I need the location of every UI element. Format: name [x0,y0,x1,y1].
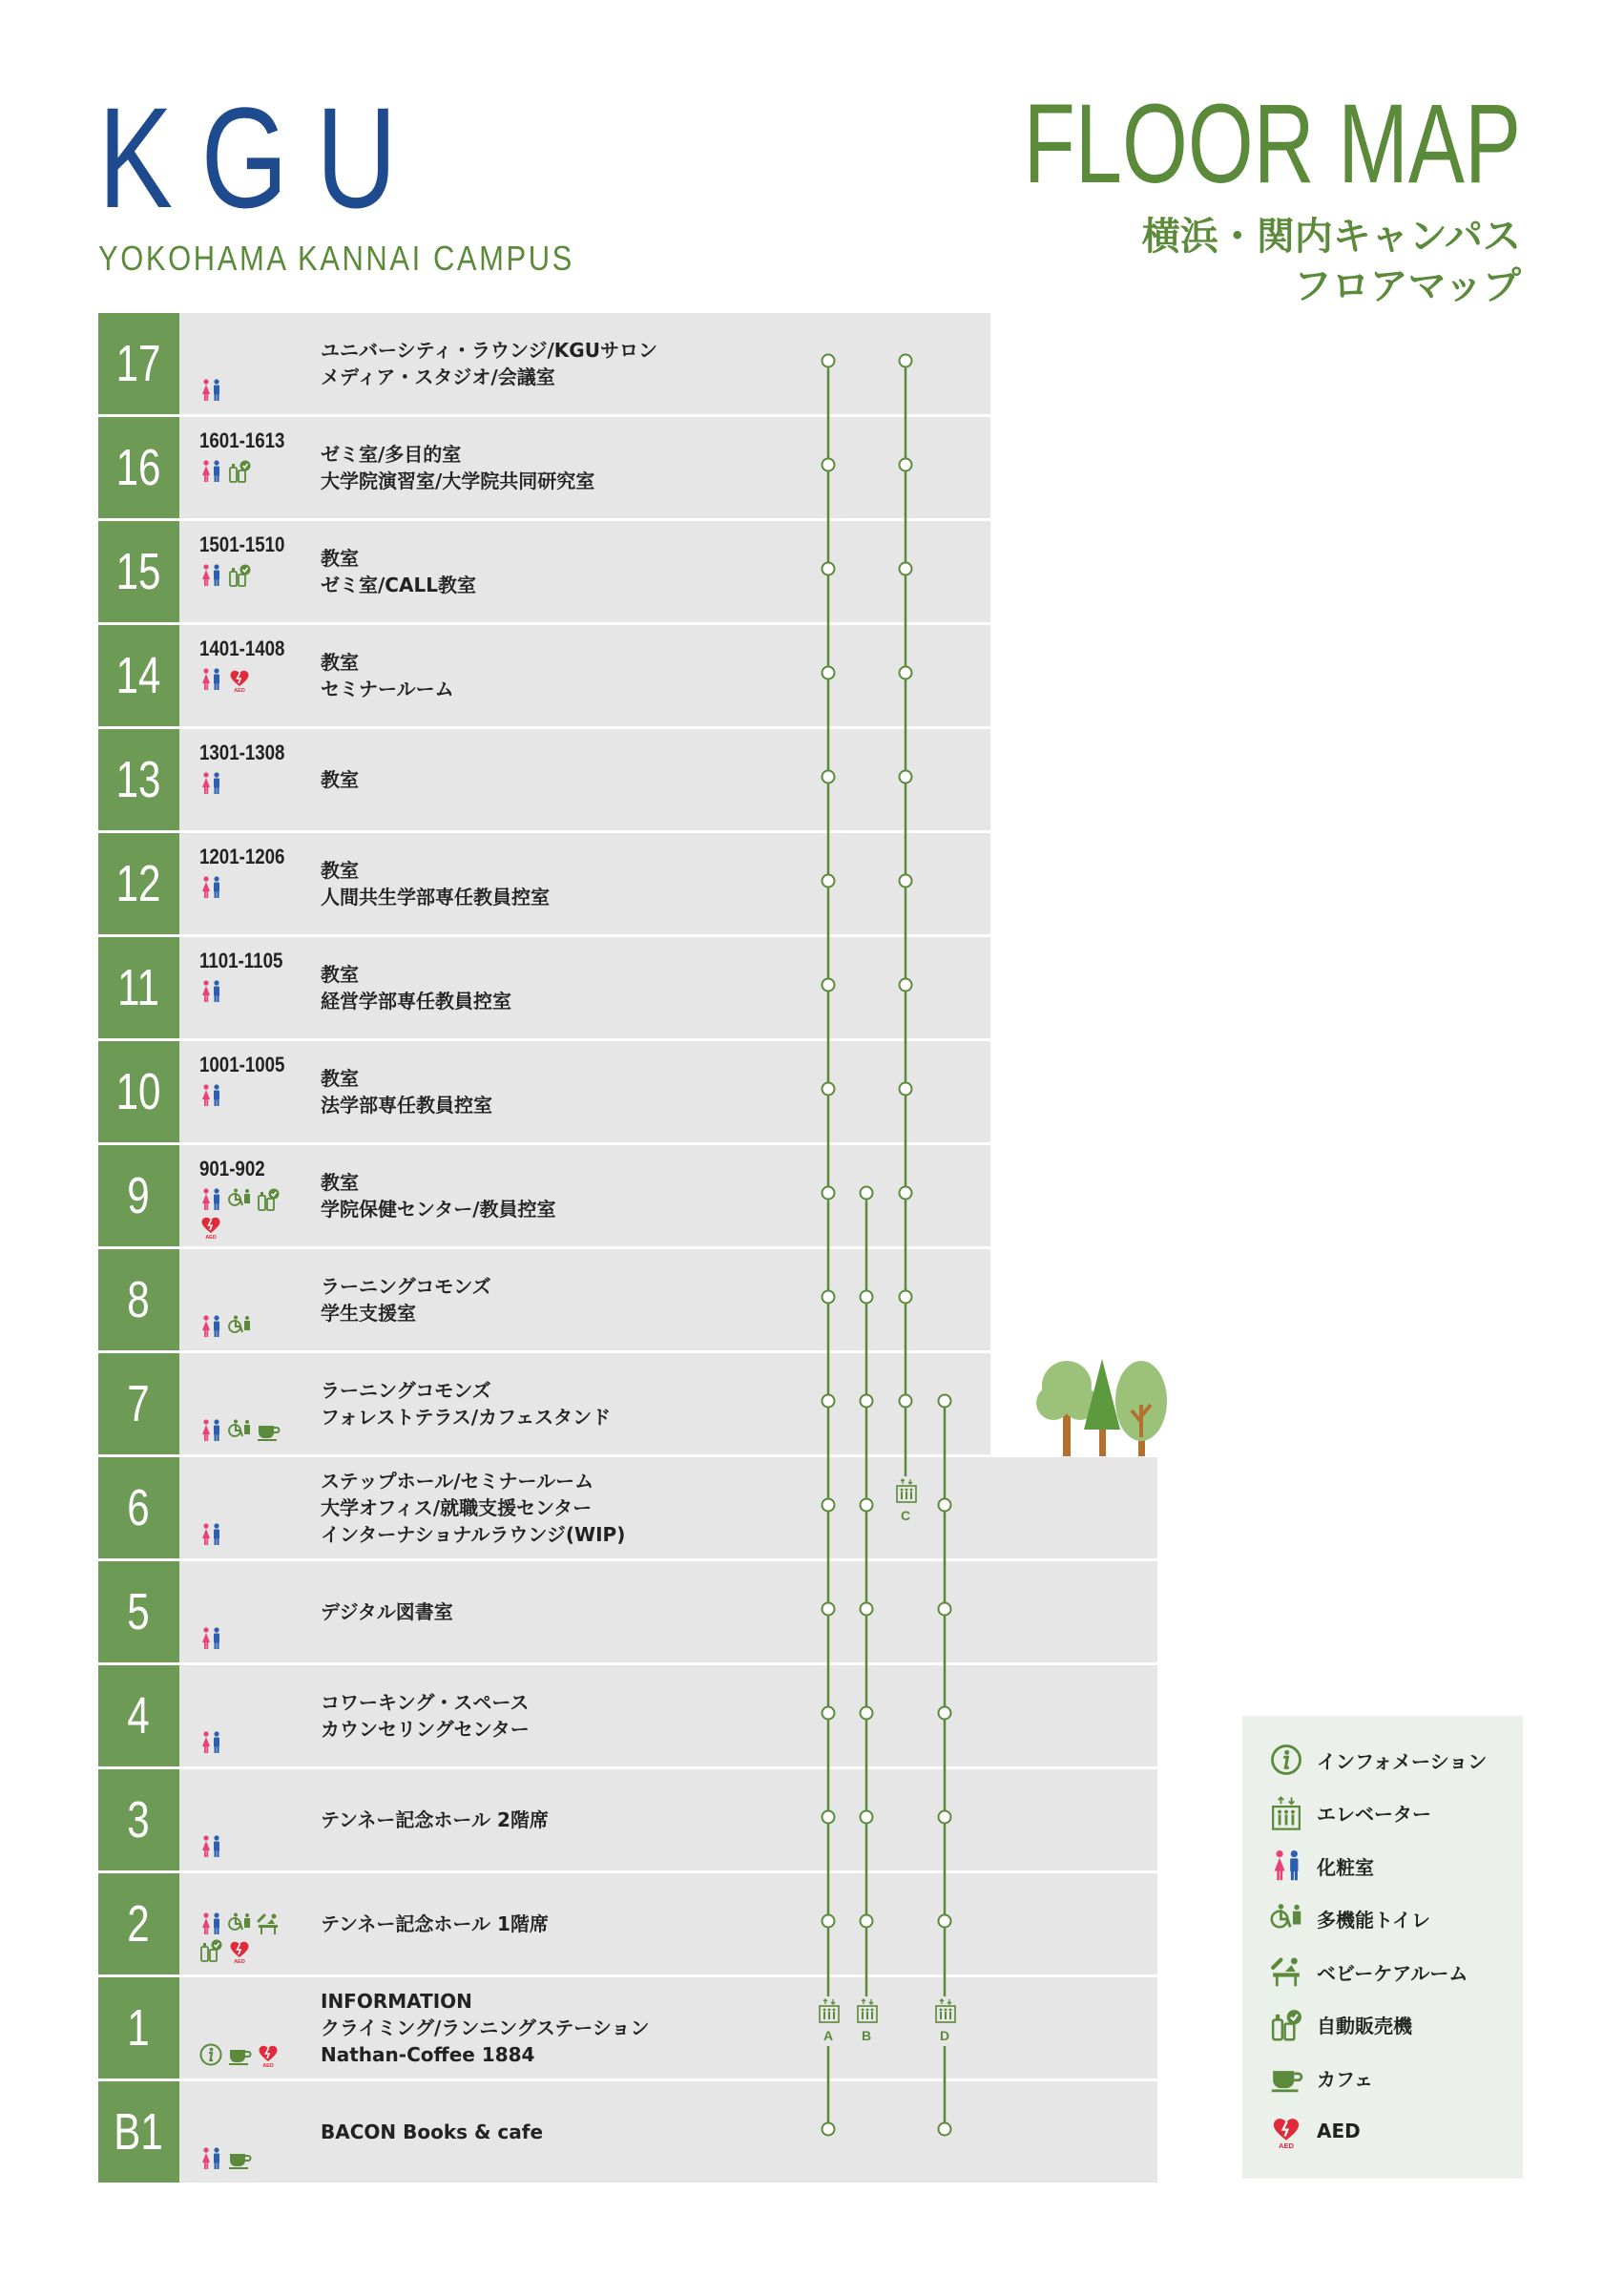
legend-label: AED [1317,2119,1361,2142]
baby-care-icon [1269,1954,1303,1989]
cafe-icon [1269,2060,1303,2095]
elevator-stop [822,979,835,992]
description-line: 法学部専任教員控室 [321,1094,492,1117]
elevator-stop [822,1499,835,1512]
description-line: 教室 [321,1067,359,1090]
elevator-stop [900,563,912,575]
floor-number-label: 12 [116,855,161,912]
svg-text:AED: AED [205,1235,217,1239]
description-line: ユニバーシティ・ラウンジ/KGUサロン [321,339,657,362]
elevator-stop [861,1187,873,1200]
elevator-stop [939,1603,951,1616]
svg-text:AED: AED [262,2063,274,2067]
description-line: Nathan-Coffee 1884 [321,2043,535,2066]
elevator-stop [822,459,835,471]
subtitle-line-2: フロアマップ [1293,264,1521,308]
elevator-stop [822,355,835,367]
elevator-label: D [939,2028,950,2043]
legend [1242,1716,1523,2179]
elevator-stop [861,1291,873,1304]
elevator-stop [900,1187,912,1200]
description-line: 教室 [321,963,359,986]
description-line: 教室 [321,547,359,570]
subtitle-line-1: 横浜・関内キャンパス [1141,215,1521,259]
description-line: 教室 [321,651,359,674]
description-line: メディア・スタジオ/会議室 [321,366,555,388]
elevator-icon [1269,1796,1303,1830]
floor-number-label: 2 [127,1895,151,1953]
legend-item [1269,2058,1373,2097]
description-line: 教室 [321,1171,359,1194]
description-line: テンネー記念ホール 1階席 [321,1912,549,1935]
elevator-stop [822,1395,835,1408]
legend-item [1269,1900,1430,1938]
elevator-stop [939,1915,951,1928]
legend-label: ベビーケアルーム [1317,1961,1468,1985]
elevator-stop [822,1187,835,1200]
svg-text:AED: AED [1278,2141,1295,2148]
elevator-stop [900,979,912,992]
floor-number-label: B1 [114,2103,164,2161]
elevator-stop [861,1707,873,1720]
elevator-stop [939,2123,951,2136]
elevator-stop [861,1395,873,1408]
description-line: ゼミ室/CALL教室 [321,574,476,596]
legend-label: 多機能トイレ [1317,1909,1430,1932]
accessible-toilet-icon [1269,1902,1303,1936]
description-line: INFORMATION [321,1990,472,2013]
elevator-stop [822,667,835,679]
room-numbers: 1601-1613 [199,428,285,452]
information-icon [1269,1743,1303,1777]
description-line: インターナショナルラウンジ(WIP) [321,1523,626,1546]
description-line: 教室 [321,859,359,882]
floor-number-label: 3 [127,1791,151,1849]
description-line: 大学オフィス/就職支援センター [321,1496,593,1519]
floor-number-label: 10 [116,1063,161,1120]
elevator-stop [822,1811,835,1824]
description-line: 学生支援室 [321,1302,416,1325]
legend-item [1269,2006,1412,2044]
description-line: ラーニングコモンズ [321,1379,491,1402]
floor-number-label: 13 [116,751,161,808]
elevator-stop [900,667,912,679]
floor-number-label: 17 [116,335,161,392]
elevator-stop [822,1603,835,1616]
elevator-stop [822,1291,835,1304]
legend-item [1269,1794,1431,1832]
description-line: カウンセリングセンター [321,1718,530,1741]
description-line: 人間共生学部専任教員控室 [321,886,550,909]
description-line: ゼミ室/多目的室 [321,443,462,466]
description-line: ラーニングコモンズ [321,1275,491,1298]
elevator-stop [822,2123,835,2136]
elevator-label: C [900,1508,911,1523]
description-line: 教室 [321,768,359,791]
elevator-stop [900,1395,912,1408]
description-line: 大学院演習室/大学院共同研究室 [321,470,595,492]
room-numbers: 1501-1510 [199,533,285,556]
description-line: セミナールーム [321,678,454,700]
elevator-stop [861,1915,873,1928]
description-line: 学院保健センター/教員控室 [321,1198,556,1221]
logo-text: KGU [98,77,426,238]
elevator-stop [939,1499,951,1512]
page-title: FLOOR MAP [1023,81,1521,207]
description-line: ステップホール/セミナールーム [321,1470,594,1493]
floor-number-label: 1 [127,1999,151,2057]
floor-number-label: 8 [127,1271,151,1328]
legend-label: エレベーター [1317,1803,1431,1826]
legend-label: インフォメーション [1317,1749,1488,1773]
description-line: BACON Books & cafe [321,2120,544,2143]
elevator-stop [822,1707,835,1720]
vending-machine-icon [1269,2008,1303,2042]
trees-illustration [1031,1346,1174,1456]
room-numbers: 901-902 [199,1157,265,1180]
floor-number-label: 16 [116,439,161,496]
legend-label: 自動販売機 [1317,2015,1412,2037]
elevator-stop [900,355,912,367]
campus-name: YOKOHAMA KANNAI CAMPUS [98,239,574,278]
description-line: デジタル図書室 [321,1600,453,1623]
legend-item [1269,1953,1468,1991]
svg-text:AED: AED [234,1959,245,1963]
description-line: フォレストテラス/カフェスタンド [321,1406,612,1429]
legend-label: 化粧室 [1317,1855,1374,1879]
elevator-stop [900,1083,912,1096]
elevator-stop [939,1811,951,1824]
floor-number-label: 6 [127,1479,151,1536]
room-numbers: 1001-1005 [199,1053,285,1076]
description-line: コワーキング・スペース [321,1691,530,1714]
svg-text:AED: AED [234,688,245,692]
description-line: 経営学部専任教員控室 [321,990,511,1013]
elevator-stop [939,1707,951,1720]
elevator-stop [900,771,912,783]
elevator-stop [900,875,912,888]
elevator-stop [861,1603,873,1616]
elevator-stop [822,771,835,783]
elevator-stop [900,459,912,471]
description-line: クライミング/ランニングステーション [321,2016,650,2039]
elevator-stop [861,1811,873,1824]
elevator-stop [822,875,835,888]
floor-number-label: 4 [127,1687,151,1744]
room-numbers: 1201-1206 [199,845,285,868]
floor-number-label: 11 [117,959,160,1016]
legend-item [1269,1741,1487,1779]
legend-item [1269,2112,1361,2150]
description-line: テンネー記念ホール 2階席 [321,1808,549,1831]
elevator-label: A [822,2028,834,2043]
elevator-stop [822,1915,835,1928]
floor-number-label: 14 [116,647,161,704]
elevator-stop [900,1291,912,1304]
elevator-stop [939,1395,951,1408]
legend-label: カフェ [1317,2067,1373,2091]
elevator-stop [861,1499,873,1512]
aed-icon [1269,2114,1303,2148]
elevator-stop [822,563,835,575]
floor-number-label: 7 [127,1375,151,1432]
room-numbers: 1301-1308 [199,741,285,764]
room-numbers: 1401-1408 [199,637,285,660]
floor-number-label: 9 [127,1167,151,1224]
room-numbers: 1101-1105 [199,949,283,972]
elevator-label: B [861,2028,872,2043]
floor-number-label: 15 [116,543,161,600]
legend-item [1269,1847,1374,1885]
restroom-icon [1269,1849,1303,1883]
elevator-stop [822,1083,835,1096]
floor-number-label: 5 [127,1583,151,1640]
